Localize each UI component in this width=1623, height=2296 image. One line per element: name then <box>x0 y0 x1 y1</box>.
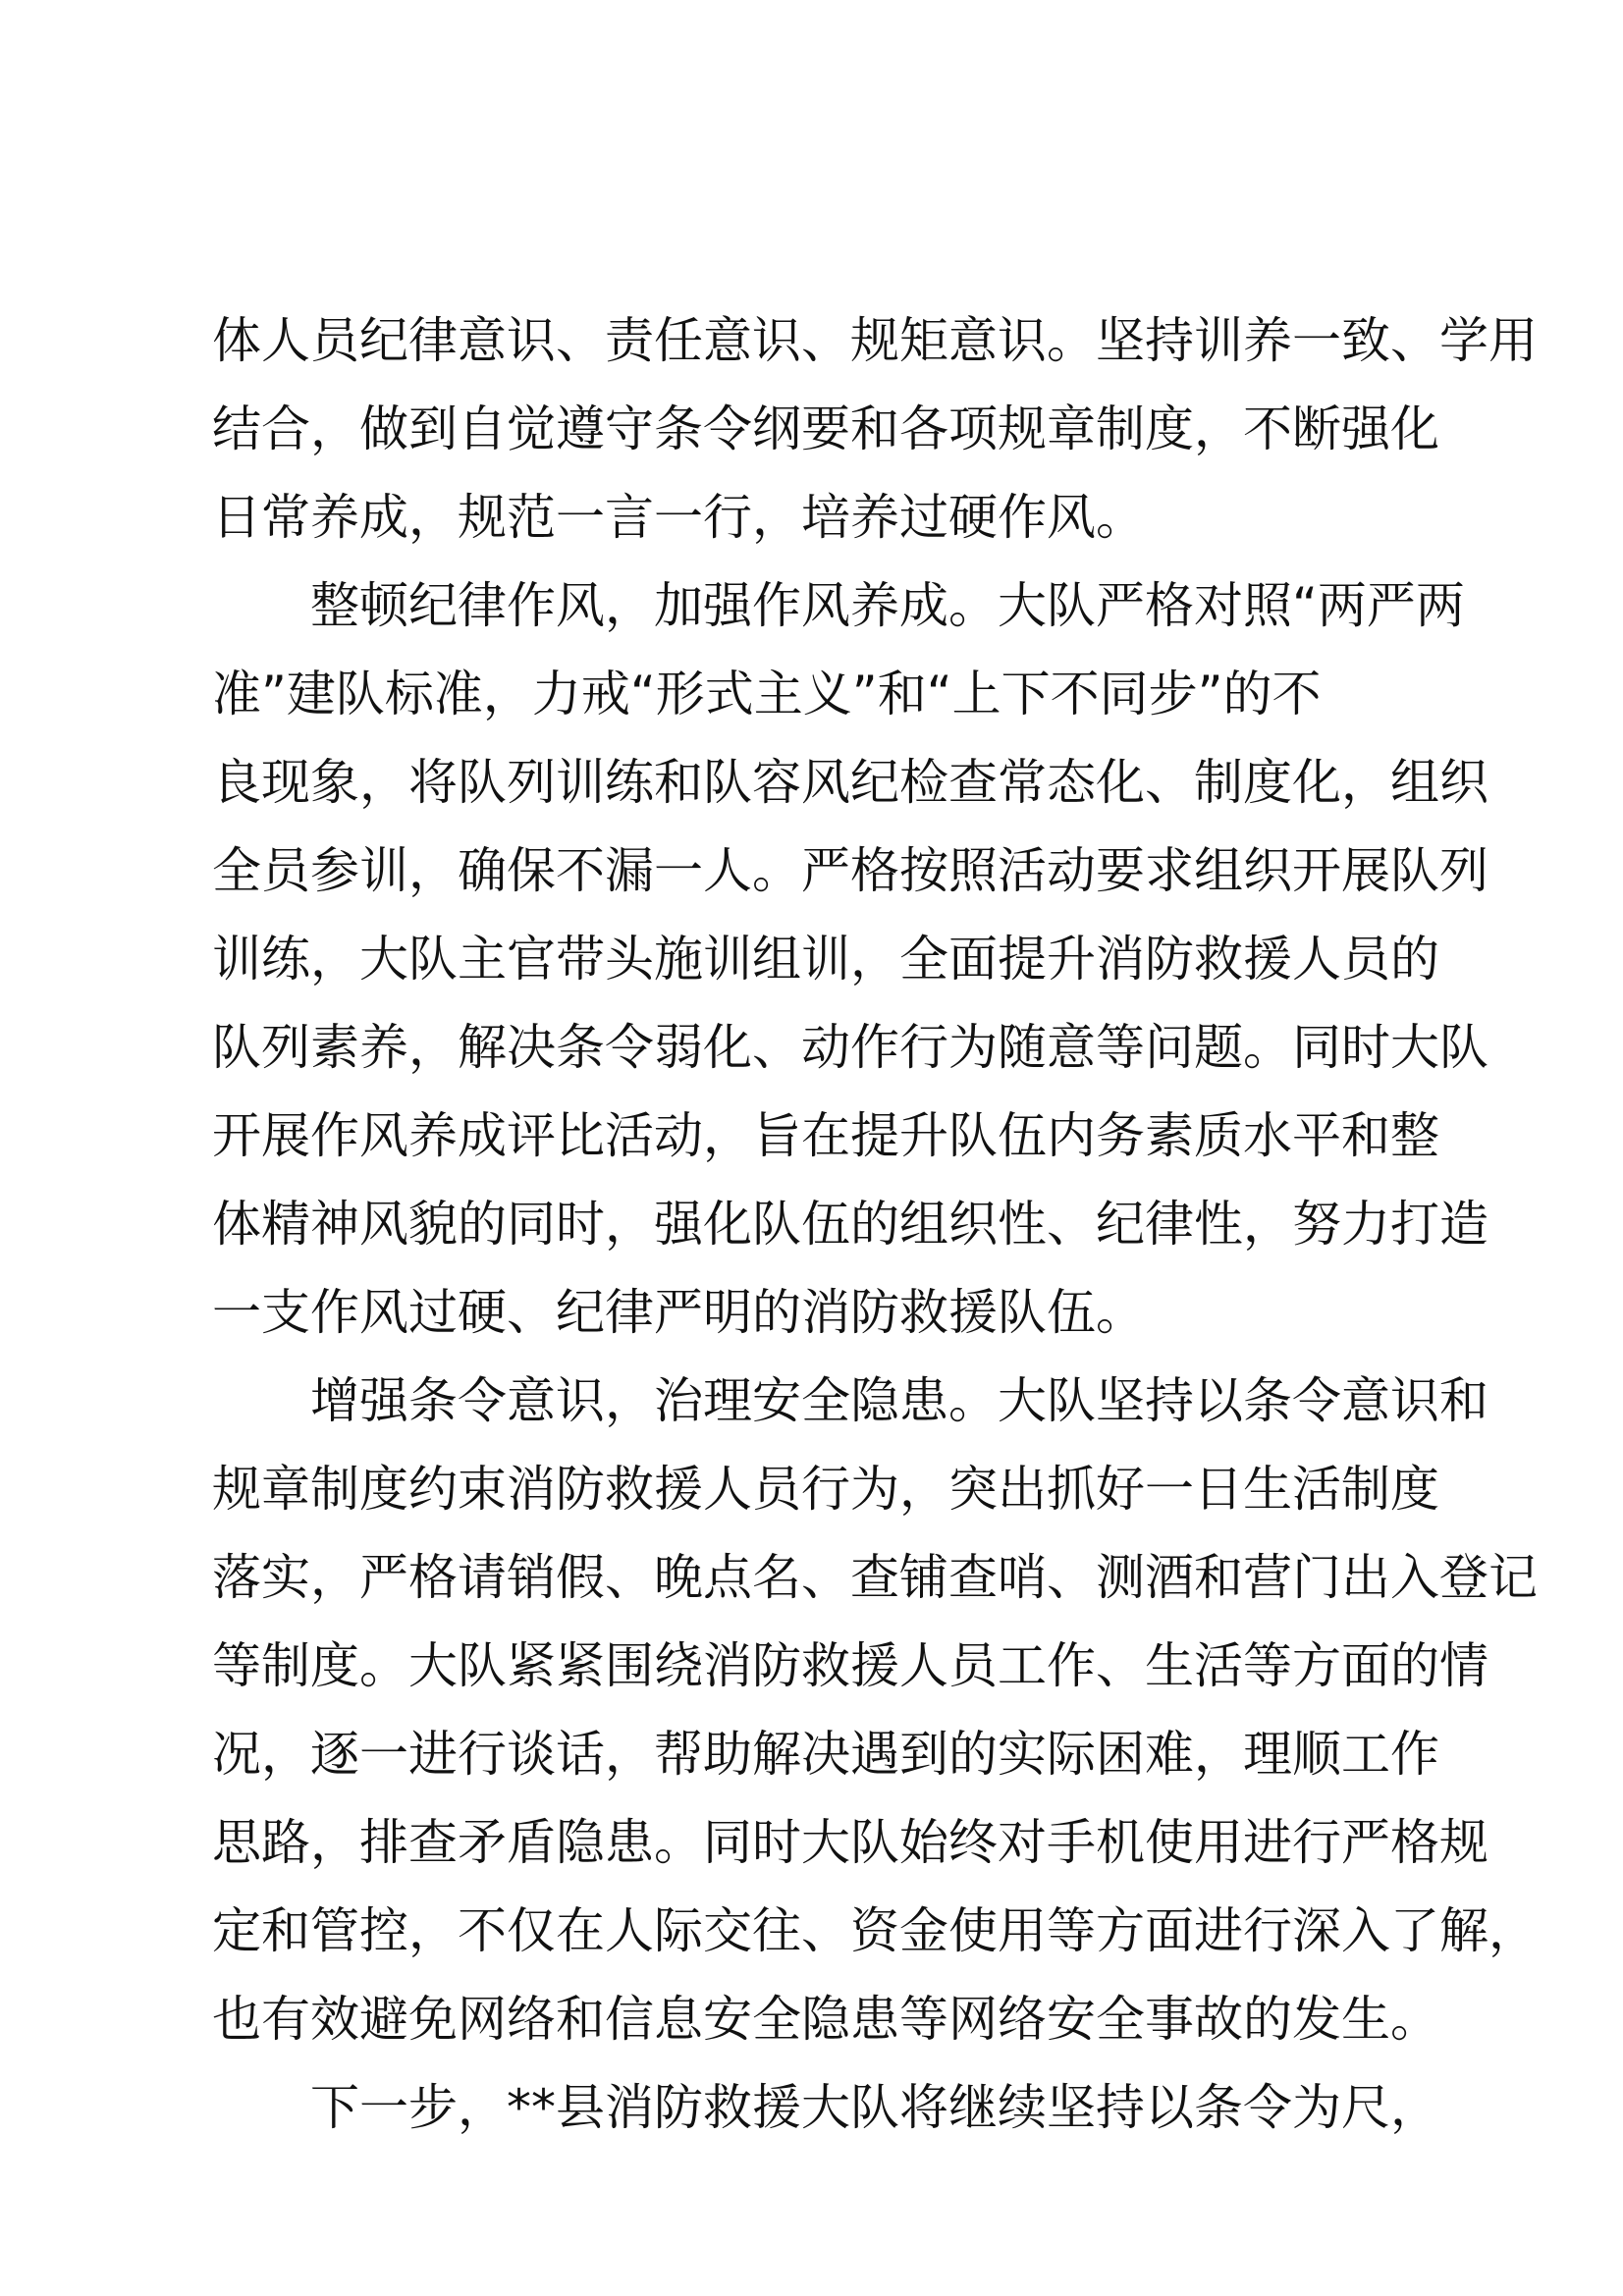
text-line-17: 况，逐一进行谈话，帮助解决遇到的实际困难，理顺工作 <box>212 1726 1439 1783</box>
text-line-2: 结合，做到自觉遵守条令纲要和各项规章制度，不断强化 <box>212 400 1439 457</box>
text-line-5: 准”建队标准，力戒“形式主义”和“上下不同步”的不 <box>212 666 1322 722</box>
text-line-4: 整顿纪律作风，加强作风养成。大队严格对照“两严两 <box>310 577 1465 634</box>
text-line-21: 下一步，**县消防救援大队将继续坚持以条令为尺， <box>310 2079 1439 2136</box>
text-line-3: 日常养成，规范一言一行，培养过硬作风。 <box>212 489 1145 546</box>
text-line-15: 落实，严格请销假、晚点名、查铺查哨、测酒和营门出入登记 <box>212 1549 1538 1606</box>
text-line-19: 定和管控，不仅在人际交往、资金使用等方面进行深入了解， <box>212 1902 1538 1959</box>
text-line-1: 体人员纪律意识、责任意识、规矩意识。坚持训养一致、学用 <box>212 312 1538 369</box>
text-line-9: 队列素养，解决条令弱化、动作行为随意等问题。同时大队 <box>212 1019 1488 1076</box>
text-line-11: 体精神风貌的同时，强化队伍的组织性、纪律性，努力打造 <box>212 1196 1488 1253</box>
text-line-6: 良现象，将队列训练和队容风纪检查常态化、制度化，组织 <box>212 754 1488 811</box>
text-line-20: 也有效避免网络和信息安全隐患等网络安全事故的发生。 <box>212 1991 1439 2048</box>
text-line-12: 一支作风过硬、纪律严明的消防救援队伍。 <box>212 1284 1145 1341</box>
text-line-14: 规章制度约束消防救援人员行为，突出抓好一日生活制度 <box>212 1461 1439 1518</box>
text-line-18: 思路，排查矛盾隐患。同时大队始终对手机使用进行严格规 <box>212 1814 1488 1871</box>
text-line-13: 增强条令意识，治理安全隐患。大队坚持以条令意识和 <box>310 1372 1488 1429</box>
text-line-16: 等制度。大队紧紧围绕消防救援人员工作、生活等方面的情 <box>212 1637 1488 1694</box>
text-line-8: 训练，大队主官带头施训组训，全面提升消防救援人员的 <box>212 931 1439 988</box>
text-line-7: 全员参训，确保不漏一人。严格按照活动要求组织开展队列 <box>212 842 1488 899</box>
text-line-10: 开展作风养成评比活动，旨在提升队伍内务素质水平和整 <box>212 1107 1439 1164</box>
